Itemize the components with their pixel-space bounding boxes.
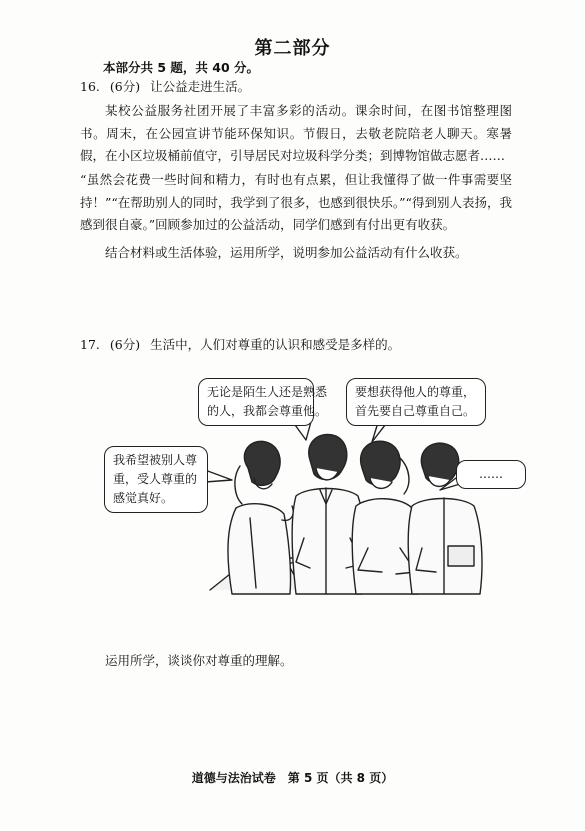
question-16-points: (6分) (109, 79, 141, 94)
question-16-task: 结合材料或生活体验，运用所学，说明参加公益活动有什么收获。 (105, 245, 468, 260)
speech-bubble-top-left (198, 378, 328, 426)
speech-bubble-top-right (346, 378, 486, 426)
students-illustration (100, 358, 545, 606)
question-16-material-2: “虽然会花费一些时间和精力，有时也有点累，但让我懂得了做一件事需要坚持！”“在帮助别人的同时，我学到了很多，也感到很快乐。”“得到别人表扬，我感到很自豪。”回顾参加过的公益活动，同学们感到有付出更有收获。 (80, 172, 512, 233)
bubble-text-line: 首先要自己尊重自己。 (355, 404, 476, 418)
speech-bubble-right (456, 460, 526, 489)
section-title: 第二部分 (254, 38, 331, 59)
bubble-text-line: 的人，我都会尊重他。 (207, 404, 328, 418)
question-17-title: 生活中，人们对尊重的认识和感受是多样的。 (150, 337, 401, 352)
question-17-header (80, 335, 400, 353)
question-16-number: 16. (80, 79, 100, 94)
question-16-header (80, 77, 250, 95)
question-17-points: (6分) (109, 337, 141, 352)
bubble-text-line: 无论是陌生人还是熟悉 (207, 385, 328, 399)
page-footer: 道德与法治试卷 第 5 页（共 8 页） (191, 771, 394, 785)
bubble-text-line: 要想获得他人的尊重， (355, 385, 476, 399)
question-17-number: 17. (80, 337, 100, 352)
bubble-text-line: 重，受人尊重的 (113, 472, 198, 486)
question-17-task: 运用所学，谈谈你对尊重的理解。 (105, 653, 293, 668)
section-note: 本部分共 5 题，共 40 分。 (103, 60, 260, 75)
bubble-text-line: 感觉真好。 (113, 491, 174, 505)
speech-bubble-left (104, 446, 208, 513)
bubble-text-line: 我希望被别人尊 (113, 453, 198, 467)
question-16-title: 让公益走进生活。 (150, 79, 251, 94)
bubble-text-line: …… (479, 467, 503, 481)
question-16-material-1: 某校公益服务社团开展了丰富多彩的活动。课余时间，在图书馆整理图书。周末，在公园宣讲节能环保知识。节假日，去敬老院陪老人聊天。寒暑假，在小区垃圾桶前值守，引导居民对垃圾科学分类；到博物馆做志愿者…… (80, 103, 512, 164)
